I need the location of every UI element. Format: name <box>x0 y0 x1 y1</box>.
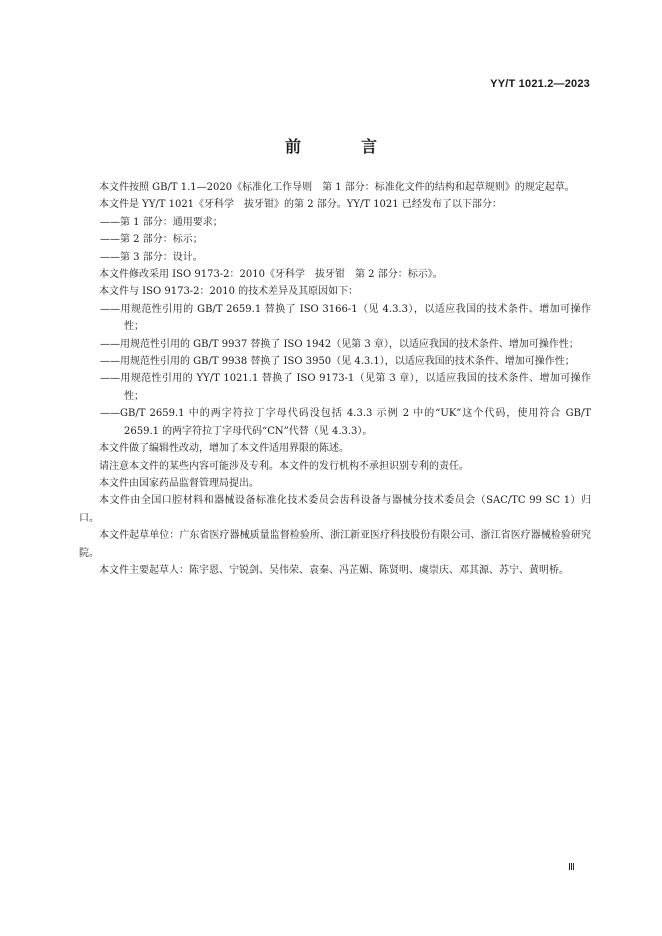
paragraph-drafters: 本文件主要起草人：陈宇恩、宁锐剑、吴伟荣、袁秦、冯芷媚、陈贤明、虞崇庆、邓其源、苏宁、黄明桥。 <box>99 564 569 576</box>
list-item-part-1: ——第 1 部分：通用要求； <box>100 216 223 228</box>
paragraph-proposer: 本文件由国家药品监督管理局提出。 <box>99 477 259 489</box>
paragraph-drafting-units: 本文件起草单位：广东省医疗器械质量监督检验所、浙江新亚医疗科技股份有限公司、浙江省医疗器械检验研究院。 <box>79 530 591 559</box>
paragraph-adoption: 本文件修改采用 ISO 9173-2：2010《牙科学 拔牙钳 第 2 部分：标示》。 <box>99 269 443 281</box>
page-title: 前 言 <box>284 137 399 156</box>
list-item-difference-1: ——用规范性引用的 GB/T 2659.1 替换了 ISO 3166-1（见 4.3.3），以适应我国的技术条件、增加可操作性； <box>100 303 591 333</box>
paragraph-editorial-changes: 本文件做了编辑性改动，增加了本文件适用界限的陈述。 <box>99 443 349 455</box>
paragraph-series-intro: 本文件是 YY/T 1021《牙科学 拔牙钳》的第 2 部分。YY/T 1021 已经发布了以下部分： <box>99 199 502 211</box>
list-item-difference-3: ——用规范性引用的 GB/T 9938 替换了 ISO 3950（见 4.3.1），以适应我国的技术条件、增加可操作性； <box>100 356 575 368</box>
document-body <box>79 179 591 579</box>
list-item-part-2: ——第 2 部分：标示； <box>100 234 203 246</box>
paragraph-drafting-rules: 本文件按照 GB/T 1.1—2020《标准化工作导则 第 1 部分：标准化文件的结构和起草规则》的规定起草。 <box>99 182 575 193</box>
paragraph-patent-notice: 请注意本文件的某些内容可能涉及专利。本文件的发行机构不承担识别专利的责任。 <box>99 460 469 472</box>
list-item-part-3: ——第 3 部分：设计。 <box>100 251 203 263</box>
paragraph-committee: 本文件由全国口腔材料和器械设备标准化技术委员会齿科设备与器械分技术委员会（SAC/TC 99 SC 1）归口。 <box>79 495 591 524</box>
list-item-difference-5: ——GB/T 2659.1 中的两字符拉丁字母代码没包括 4.3.3 示例 2 中的“UK”这个代码，使用符合 GB/T 2659.1 的两字符拉丁字母代码“CN”代替（见 4.3.3）。 <box>100 408 591 437</box>
document-number: YY/T 1021.2—2023 <box>490 78 590 90</box>
paragraph-differences-intro: 本文件与 ISO 9173-2：2010 的技术差异及其原因如下： <box>99 286 359 298</box>
list-item-difference-4: ——用规范性引用的 YY/T 1021.1 替换了 ISO 9173-1（见第 3 章），以适应我国的技术条件、增加可操作性； <box>100 373 591 402</box>
list-item-difference-2: ——用规范性引用的 GB/T 9937 替换了 ISO 1942（见第 3 章），以适应我国的技术条件、增加可操作性； <box>100 338 579 350</box>
page-number: Ⅲ <box>568 862 575 873</box>
